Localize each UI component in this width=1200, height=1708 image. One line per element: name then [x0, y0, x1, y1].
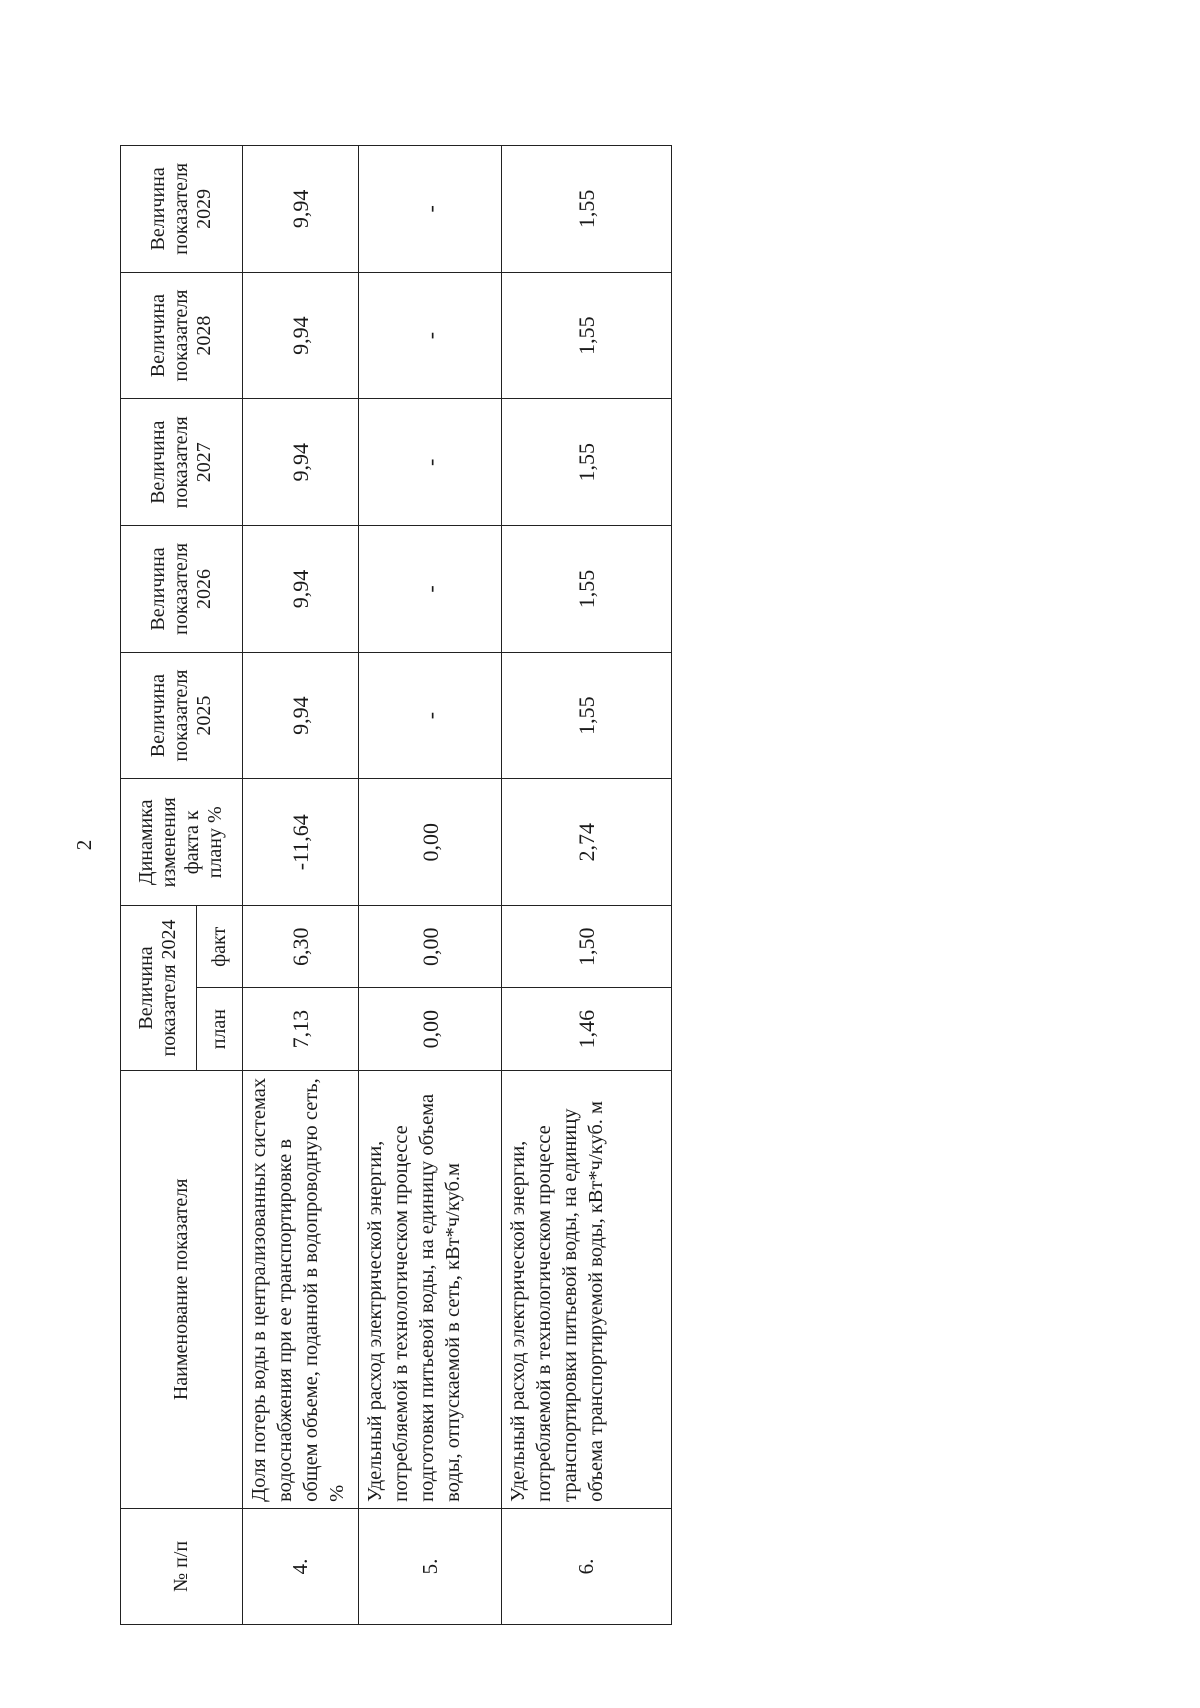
value-2026: 1,55	[501, 526, 671, 653]
plan-2024: 1,46	[501, 988, 671, 1070]
dynamics: -11,64	[242, 779, 358, 906]
value-2027: 1,55	[501, 399, 671, 526]
header-2024: Величина показателя 2024	[121, 906, 197, 1071]
header-2026: Величина показателя 2026	[121, 526, 243, 653]
header-2029: Величина показателя 2029	[121, 146, 243, 273]
plan-2024: 0,00	[359, 988, 502, 1070]
dynamics: 0,00	[359, 779, 502, 906]
value-2027: 9,94	[242, 399, 358, 526]
value-2028: 1,55	[501, 272, 671, 399]
value-2029: 9,94	[242, 146, 358, 273]
table-row	[501, 146, 671, 1625]
indicator-name: Удельный расход электрической энергии, потребляемой в технологическом процессе подготовки питьевой воды, на единицу объема воды, отпускаемой в сеть, кВт*ч/куб.м	[359, 1070, 502, 1508]
header-2027: Величина показателя 2027	[121, 399, 243, 526]
value-2025: -	[359, 652, 502, 779]
header-name: Наименование показателя	[121, 1070, 243, 1508]
value-2028: 9,94	[242, 272, 358, 399]
indicators-table-container	[120, 145, 672, 1625]
value-2026: 9,94	[242, 526, 358, 653]
fact-2024: 0,00	[359, 906, 502, 988]
header-2028: Величина показателя 2028	[121, 272, 243, 399]
header-fact: факт	[196, 906, 242, 988]
value-2029: 1,55	[501, 146, 671, 273]
header-dynamics: Динамика изменения факта к плану %	[121, 779, 243, 906]
indicators-table	[120, 145, 672, 1625]
plan-2024: 7,13	[242, 988, 358, 1070]
table-row	[359, 146, 502, 1625]
row-number: 5.	[359, 1508, 502, 1624]
table-row	[242, 146, 358, 1625]
header-2025: Величина показателя 2025	[121, 652, 243, 779]
page-number: 2	[72, 839, 96, 851]
indicator-name: Удельный расход электрической энергии, потребляемой в технологическом процессе транспортировки питьевой воды, на единицу объема транспортируемой воды, кВт*ч/куб. м	[501, 1070, 671, 1508]
row-number: 4.	[242, 1508, 358, 1624]
fact-2024: 1,50	[501, 906, 671, 988]
value-2025: 1,55	[501, 652, 671, 779]
header-row-1	[121, 146, 197, 1625]
value-2029: -	[359, 146, 502, 273]
row-number: 6.	[501, 1508, 671, 1624]
header-plan: план	[196, 988, 242, 1070]
value-2028: -	[359, 272, 502, 399]
fact-2024: 6,30	[242, 906, 358, 988]
value-2025: 9,94	[242, 652, 358, 779]
dynamics: 2,74	[501, 779, 671, 906]
value-2027: -	[359, 399, 502, 526]
indicator-name: Доля потерь воды в централизованных системах водоснабжения при ее транспортировке в общем объеме, поданной в водопроводную сеть, %	[242, 1070, 358, 1508]
value-2026: -	[359, 526, 502, 653]
header-num: № п/п	[121, 1508, 243, 1624]
